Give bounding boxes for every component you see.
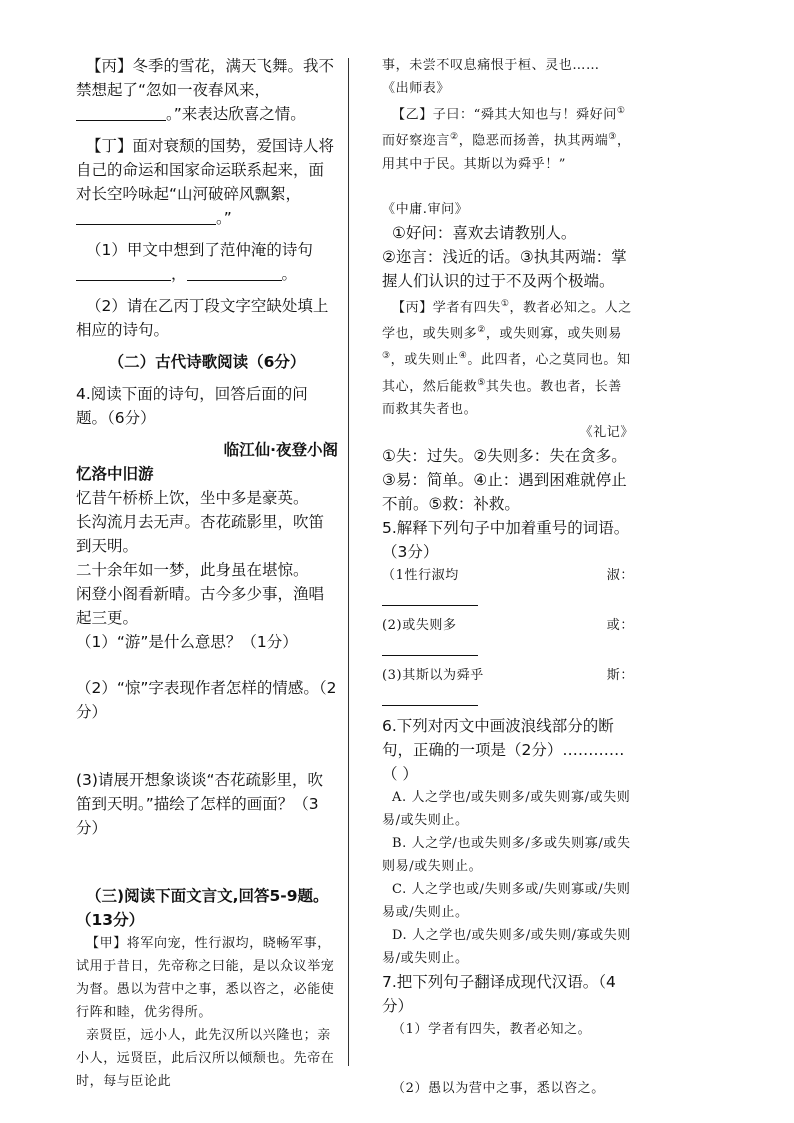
option-b[interactable]: B. 人之学/也或失则多/多或失则寡/或失则易/或失则止。 bbox=[382, 835, 631, 874]
answer-blank[interactable] bbox=[76, 104, 166, 121]
question-1: （1）甲文中想到了范仲淹的诗句 ， 。 bbox=[76, 238, 338, 286]
poem-line: 长沟流月去无声。杏花疏影里，吹笛到天明。 bbox=[76, 513, 325, 555]
question-4-1: （1）“游”是什么意思？（1分） bbox=[76, 633, 298, 651]
section-2-heading: （二）古代诗歌阅读（6分） bbox=[108, 353, 306, 371]
jia-passage-cont: 亲贤臣，远小人，此先汉所以兴隆也；亲小人，远贤臣，此后汉所以倾颓也。先帝在时，每与臣论此 bbox=[76, 1028, 335, 1089]
q5-item: (2)或失则多 或： bbox=[382, 617, 634, 633]
option-d[interactable]: D. 人之学也/或失则多/或失则/寡或失则易/或失则止。 bbox=[382, 927, 631, 966]
question-2: （2）请在乙丙丁段文字空缺处填上相应的诗句。 bbox=[76, 297, 329, 339]
answer-blank[interactable] bbox=[382, 637, 478, 656]
yi-notes: ①好问：喜欢去请教别人。 bbox=[392, 223, 577, 242]
bing-paragraph: 【丙】冬季的雪花，满天飞舞。我不禁想起了“忽如一夜春风来， 。”来表达欣喜之情。 bbox=[76, 57, 335, 123]
right-column bbox=[382, 54, 634, 1100]
answer-blank[interactable] bbox=[76, 208, 216, 225]
answer-blank[interactable] bbox=[382, 587, 478, 606]
answer-blank[interactable] bbox=[382, 687, 478, 706]
bing-source: 《礼记》 bbox=[579, 424, 634, 440]
bing-notes: ①失：过失。②失则多：失在贪多。③易：简单。④止：遇到困难就停止不前。⑤救：补救。 bbox=[382, 446, 627, 513]
poem-line: 闲登小阁看新晴。古今多少事，渔唱起三更。 bbox=[76, 585, 325, 627]
jia-source: 《出师表》 bbox=[382, 81, 451, 96]
question-5: 5.解释下列句子中加着重号的词语。（3分） bbox=[382, 518, 630, 561]
section-3-heading: （三)阅读下面文言文,回答5-9题。（13分） bbox=[76, 887, 329, 929]
column-divider bbox=[348, 58, 349, 1066]
question-7: 7.把下列句子翻译成现代汉语。（4分） bbox=[382, 972, 616, 1015]
q5-item: (3)其斯以为舜乎 斯： bbox=[382, 667, 634, 683]
poem-title: 临江仙·夜登小阁 bbox=[223, 441, 338, 459]
poem-title-cont: 忆洛中旧游 bbox=[76, 465, 154, 483]
yi-passage: 【乙】子曰：“舜其大知也与！舜好问①而好察迩言②，隐恶而扬善，执其两端③，用其中于民。其斯以为舜乎！” bbox=[382, 106, 631, 172]
question-4-3: (3)请展开想象谈谈“杏花疏影里，吹笛到天明。”描绘了怎样的画面？（3分） bbox=[76, 771, 323, 837]
yi-notes-cont: ②迩言：浅近的话。③执其两端：掌握人们认识的过于不及两个极端。 bbox=[382, 247, 627, 290]
poem-line: 忆昔午桥桥上饮，坐中多是豪英。 bbox=[76, 489, 309, 507]
question-4-2: （2）“惊”字表现作者怎样的情感。（2分） bbox=[76, 679, 337, 721]
ding-paragraph: 【丁】面对衰颓的国势，爱国诗人将自己的命运和国家命运联系起来，面对长空吟咏起“山河破碎风飘絮， 。” bbox=[76, 137, 335, 227]
yi-source: 《中庸.审问》 bbox=[382, 201, 469, 217]
question-4: 4.阅读下面的诗句，回答后面的问题。（6分） bbox=[76, 385, 308, 427]
question-6: 6.下列对丙文中画波浪线部分的断句，正确的一项是（2分）…………（ ） bbox=[382, 716, 625, 783]
bing-passage: 【丙】学者有四失①，教者必知之。人之学也，或失则多②，或失则寡，或失则易③，或失则止④。此四者，心之莫同也。知其心，然后能救⑤其失也。教也者，长善而救其失者也。 bbox=[382, 298, 632, 417]
option-a[interactable]: A. 人之学也/或失则多/或失则寡/或失则易/或失则止。 bbox=[382, 789, 631, 828]
jia-passage: 【甲】将军向宠，性行淑均，晓畅军事，试用于昔日，先帝称之曰能，是以众议举宠为督。愚以为营中之事，悉以咨之，必能使行阵和睦，优劣得所。 bbox=[76, 936, 335, 1020]
answer-blank[interactable] bbox=[76, 264, 171, 281]
q5-item: （1性行淑均 淑： bbox=[382, 567, 634, 583]
left-column bbox=[76, 54, 338, 1093]
question-7-1: （1）学者有四失，教者必知之。 bbox=[392, 1021, 592, 1037]
question-7-2: （2）愚以为营中之事，悉以咨之。 bbox=[392, 1080, 605, 1096]
jia-passage-end: 事，未尝不叹息痛恨于桓、灵也…… bbox=[382, 58, 600, 73]
option-c[interactable]: C. 人之学也或/失则多或/失则寡或/失则易或/失则止。 bbox=[382, 881, 631, 920]
answer-blank[interactable] bbox=[187, 264, 282, 281]
poem-line: 二十余年如一梦，此身虽在堪惊。 bbox=[76, 561, 309, 579]
